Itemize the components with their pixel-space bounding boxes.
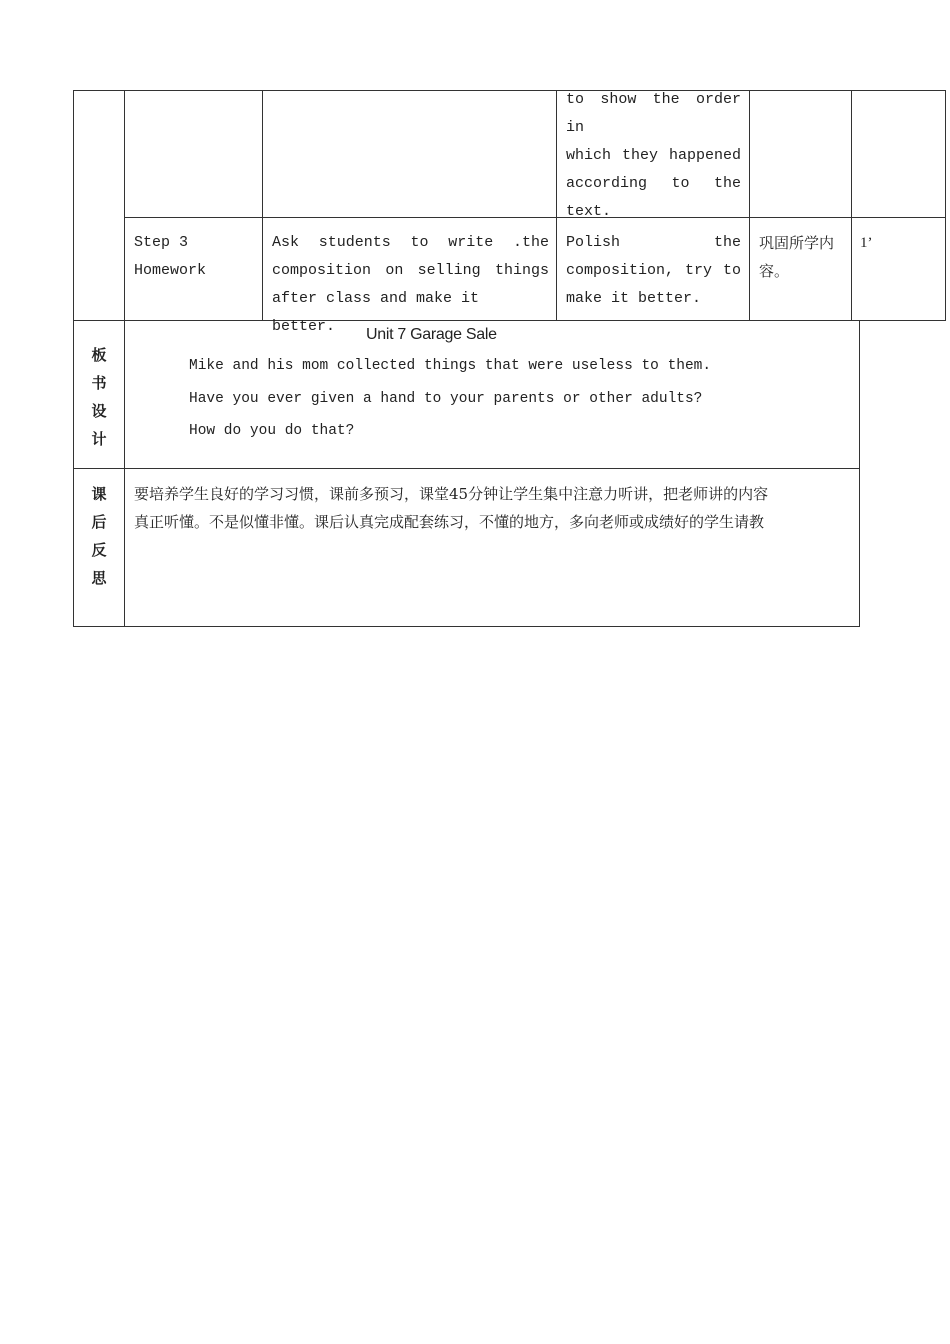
col-divider xyxy=(859,320,860,627)
label-char: 设 xyxy=(91,402,107,420)
text-line: which they happened xyxy=(566,147,741,164)
board-line: Mike and his mom collected things that were useless to them. xyxy=(189,358,712,374)
board-line: Have you ever given a hand to your parents or other adults? xyxy=(189,391,703,407)
board-title: Unit 7 Garage Sale xyxy=(366,326,497,343)
table-bottom-border xyxy=(73,626,860,627)
col-divider xyxy=(556,90,557,321)
col-divider xyxy=(124,90,125,627)
text-line: 要培养学生良好的学习习惯，课前多预习，课堂45分钟让学生集中注意力听讲，把老师讲的内容 xyxy=(134,485,769,503)
text-line: according to the xyxy=(566,175,741,192)
label-char: 书 xyxy=(91,374,107,392)
text-line: 真正听懂。不是似懂非懂。课后认真完成配套练习，不懂的地方，多向老师或成绩好的学生请教 xyxy=(134,513,765,531)
text-line: 容。 xyxy=(759,262,790,280)
row2-time xyxy=(860,229,940,257)
label-char: 课 xyxy=(91,485,107,503)
row-divider xyxy=(124,217,946,218)
label-char: 思 xyxy=(91,569,107,587)
col-divider xyxy=(749,90,750,321)
row-divider xyxy=(73,468,860,469)
col-divider xyxy=(945,90,946,321)
label-char: 反 xyxy=(91,541,107,559)
text-line: composition, try to xyxy=(566,262,741,279)
text-line: Homework xyxy=(134,262,207,279)
row2-student-activity xyxy=(566,229,741,313)
text-line: make it better. xyxy=(566,290,702,307)
board-line: How do you do that? xyxy=(189,423,355,439)
text-line: text. xyxy=(566,203,612,220)
time-value: 1’ xyxy=(860,235,873,251)
text-line: 巩固所学内 xyxy=(759,234,835,252)
row1-student-activity xyxy=(566,86,741,226)
text-line: to show the order in xyxy=(566,91,741,136)
board-design-label xyxy=(74,341,124,453)
row2-purpose xyxy=(759,229,847,285)
text-line: Step 3 xyxy=(134,234,189,251)
text-line: Polish the xyxy=(566,234,741,251)
label-char: 后 xyxy=(91,513,107,531)
row2-teacher-activity xyxy=(272,229,549,341)
col-divider xyxy=(262,90,263,321)
text-line: Ask students to write .the xyxy=(272,234,549,251)
reflection-label xyxy=(74,480,124,592)
col-divider xyxy=(851,90,852,321)
row2-step xyxy=(134,229,256,285)
text-line: composition on selling things xyxy=(272,262,549,279)
text-line: after class and make it better. xyxy=(272,290,480,335)
label-char: 计 xyxy=(91,430,107,448)
label-char: 板 xyxy=(91,346,107,364)
reflection-text xyxy=(134,480,854,536)
table-top-border xyxy=(73,90,946,91)
